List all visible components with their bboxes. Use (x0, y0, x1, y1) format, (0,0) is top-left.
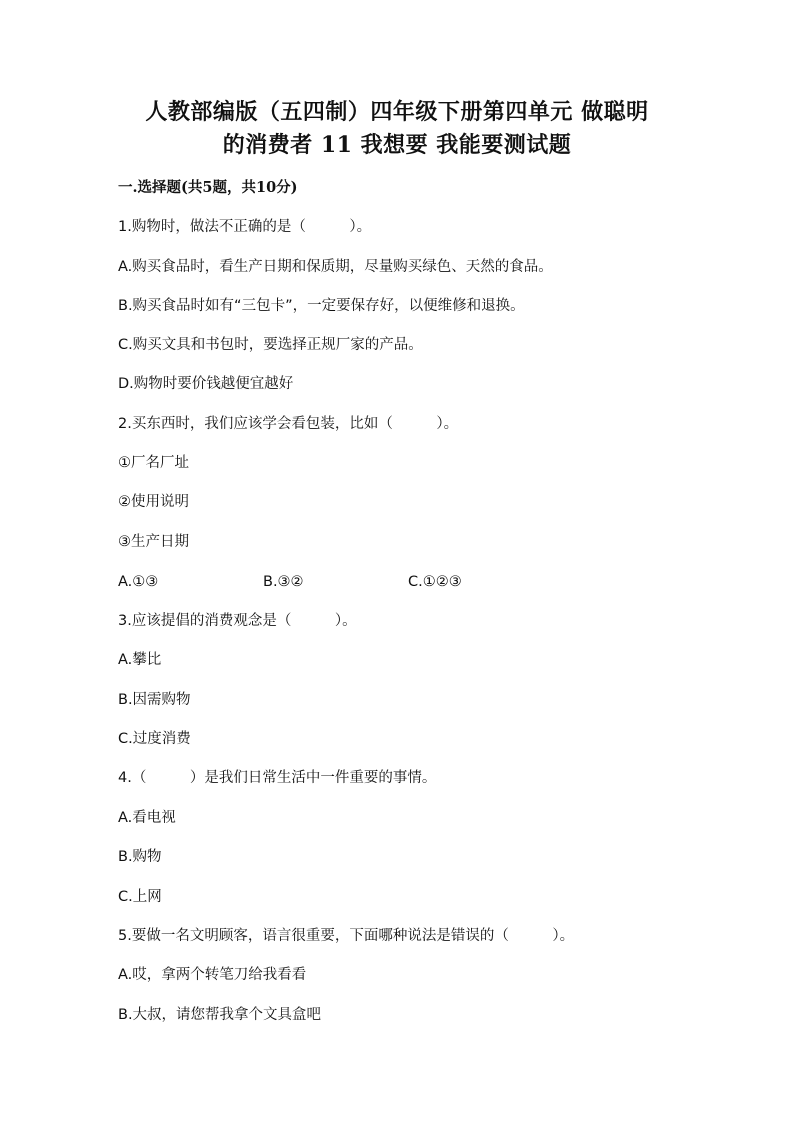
question-2-item-2: ②使用说明 (118, 494, 189, 510)
question-2-item-3: ③生产日期 (118, 534, 189, 550)
question-2-option-a: A.①③ (118, 574, 159, 590)
document-title-line-1: 人教部编版（五四制）四年级下册第四单元 做聪明 (145, 99, 649, 125)
question-5-stem: 5.要做一名文明顾客，语言很重要，下面哪种说法是错误的（ ）。 (118, 928, 575, 944)
question-5-option-a: A.哎，拿两个转笔刀给我看看 (118, 967, 307, 983)
question-1-option-b: B.购买食品时如有“三包卡”，一定要保存好，以便维修和退换。 (118, 298, 525, 314)
question-3-option-b: B.因需购物 (118, 692, 191, 708)
document-title-line-2: 的消费者 11 我想要 我能要测试题 (222, 132, 572, 158)
question-1-option-a: A.购买食品时，看生产日期和保质期，尽量购买绿色、天然的食品。 (118, 259, 553, 275)
question-2-item-1: ①厂名厂址 (118, 455, 189, 471)
question-1-stem: 1.购物时，做法不正确的是（ ）。 (118, 219, 372, 235)
question-3-stem: 3.应该提倡的消费观念是（ ）。 (118, 613, 357, 629)
question-1-option-c: C.购买文具和书包时，要选择正规厂家的产品。 (118, 337, 423, 353)
question-3-option-a: A.攀比 (118, 652, 162, 668)
question-2-stem: 2.买东西时，我们应该学会看包装，比如（ ）。 (118, 416, 459, 432)
question-2-option-b: B.③② (263, 574, 304, 590)
question-4-option-c: C.上网 (118, 889, 162, 905)
question-5-option-b: B.大叔，请您帮我拿个文具盒吧 (118, 1007, 322, 1023)
question-3-option-c: C.过度消费 (118, 731, 191, 747)
question-2-option-c: C.①②③ (408, 574, 462, 590)
section-heading: 一.选择题(共5题，共10分) (118, 179, 298, 196)
question-4-stem: 4.（ ）是我们日常生活中一件重要的事情。 (118, 770, 437, 786)
question-1-option-d: D.购物时要价钱越便宜越好 (118, 376, 294, 392)
question-4-option-a: A.看电视 (118, 810, 176, 826)
question-4-option-b: B.购物 (118, 849, 162, 865)
